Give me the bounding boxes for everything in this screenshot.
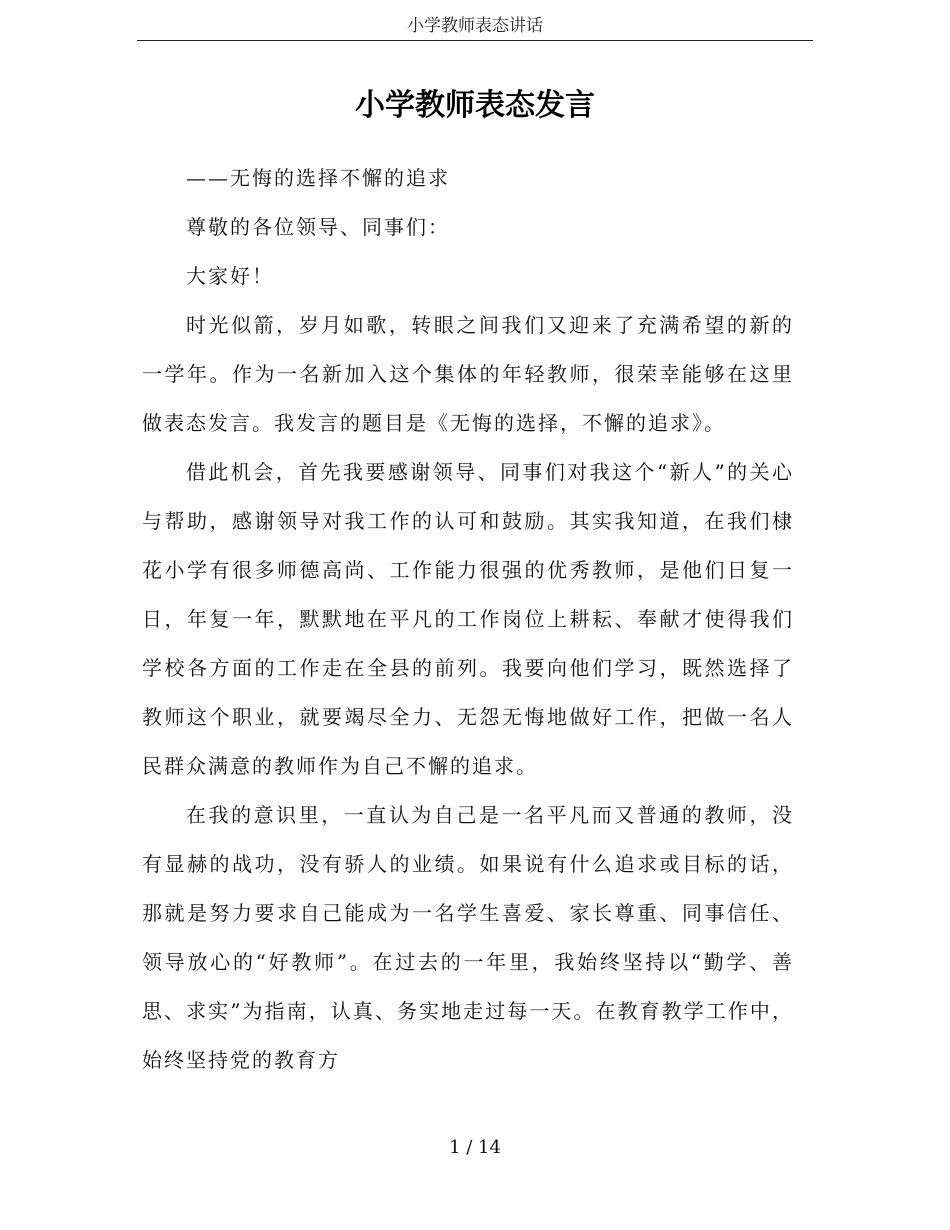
document-title: 小学教师表态发言 (355, 88, 595, 123)
subtitle-paragraph: ——无悔的选择不懈的追求 (186, 166, 450, 190)
header-divider (137, 40, 813, 41)
page-number: 1 / 14 (449, 1137, 501, 1158)
body-paragraph: 借此机会，首先我要感谢领导、同事们对我这个“新人”的关心与帮助，感谢领导对我工作的认可和鼓励。其实我知道，在我们棣花小学有很多师德高尚、工作能力很强的优秀教师，是他们日复一日，年复一年，默默地在平凡的工作岗位上耕耘、奉献才使得我们学校各方面的工作走在全县的前列。我要向他们学习，既然选择了教师这个职业，就要竭尽全力、无怨无悔地做好工作，把做一名人民群众满意的教师作为自己不懈的追求。 (142, 460, 794, 778)
salutation-paragraph: 尊敬的各位领导、同事们： (186, 215, 450, 239)
body-paragraph: 时光似箭，岁月如歌，转眼之间我们又迎来了充满希望的新的一学年。作为一名新加入这个集体的年轻教师，很荣幸能够在这里做表态发言。我发言的题目是《无悔的选择，不懈的追求》。 (142, 313, 794, 435)
running-header: 小学教师表态讲话 (407, 16, 543, 36)
greeting-paragraph: 大家好！ (186, 264, 274, 288)
document-body (142, 154, 794, 1085)
body-paragraph: 在我的意识里，一直认为自己是一名平凡而又普通的教师，没有显赫的战功，没有骄人的业绩。如果说有什么追求或目标的话，那就是努力要求自己能成为一名学生喜爱、家长尊重、同事信任、领导放心的“好教师”。在过去的一年里，我始终坚持以“勤学、善思、求实”为指南，认真、务实地走过每一天。在教育教学工作中，始终坚持党的教育方 (142, 803, 794, 1072)
